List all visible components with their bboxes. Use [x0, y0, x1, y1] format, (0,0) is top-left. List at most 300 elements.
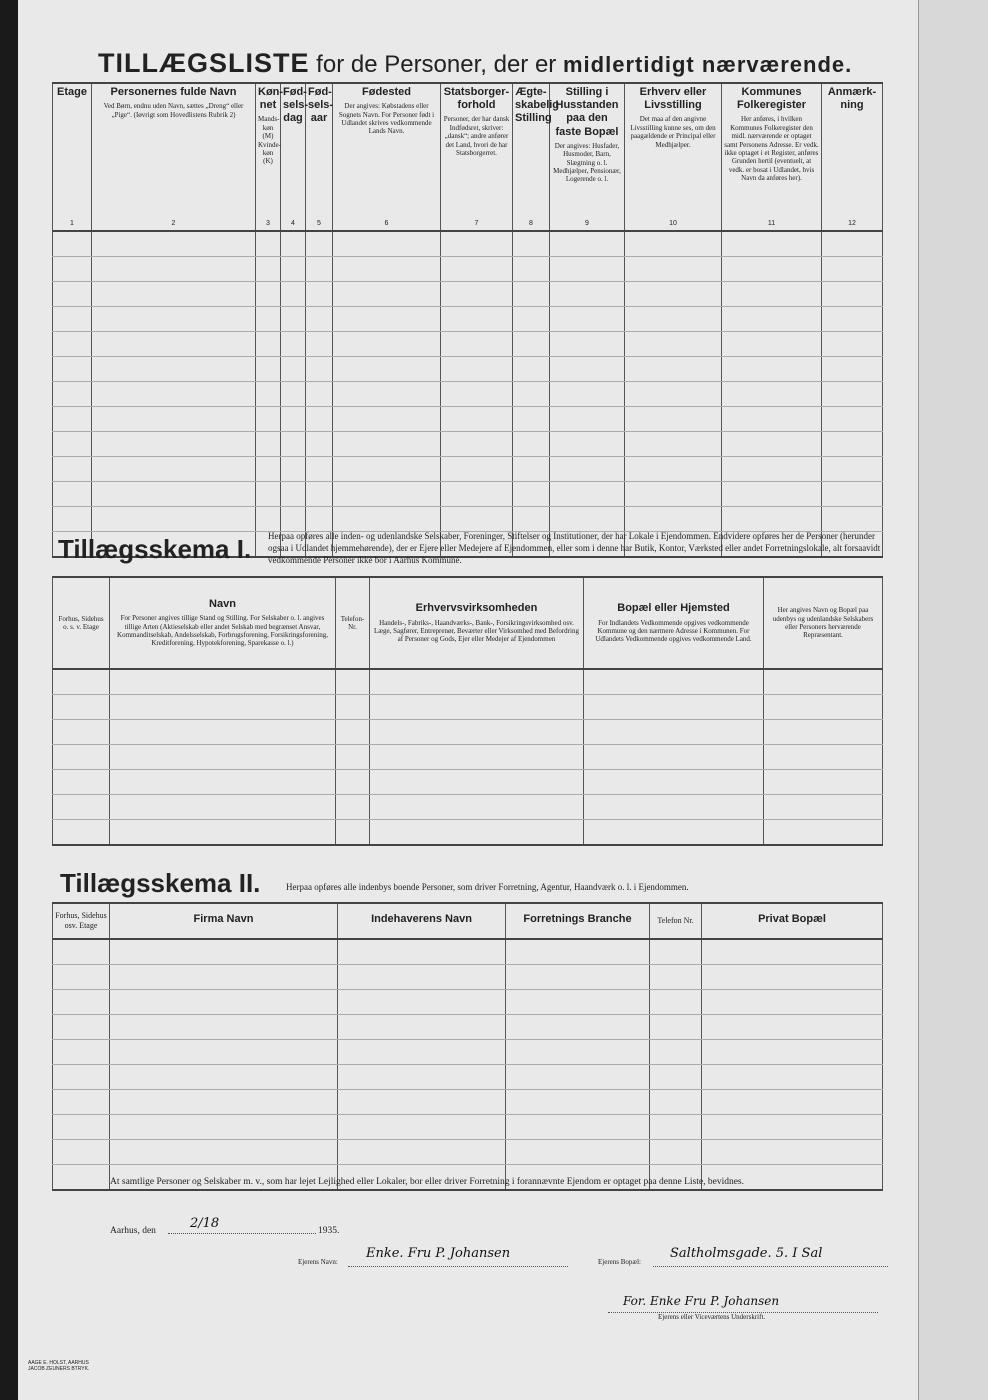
date-line — [168, 1232, 316, 1234]
empty-cell — [281, 457, 306, 482]
skema1-col-header — [53, 577, 110, 669]
empty-cell — [281, 307, 306, 332]
table-row — [53, 795, 883, 820]
empty-cell — [441, 407, 513, 432]
table-row — [53, 939, 883, 965]
main-table-header — [53, 83, 883, 231]
table-row — [53, 770, 883, 795]
table-row — [53, 507, 883, 532]
empty-cell — [441, 332, 513, 357]
empty-cell — [53, 282, 92, 307]
empty-cell — [764, 695, 883, 720]
empty-cell — [441, 482, 513, 507]
skema1-header — [53, 577, 883, 669]
empty-cell — [650, 1115, 702, 1140]
empty-cell — [53, 507, 92, 532]
empty-cell — [53, 965, 110, 990]
table-row — [53, 1040, 883, 1065]
empty-cell — [281, 357, 306, 382]
empty-cell — [110, 1015, 338, 1040]
table-row — [53, 407, 883, 432]
empty-cell — [550, 457, 625, 482]
table-row — [53, 990, 883, 1015]
empty-cell — [370, 720, 584, 745]
empty-cell — [256, 282, 281, 307]
empty-cell — [256, 307, 281, 332]
column-instructions: Personer, der har dansk Indfødsret, skriver: „dansk“; andre anfører det Land, hvori de har Statsborgerret. — [443, 115, 510, 157]
column-heading: Forretnings Branche — [523, 912, 632, 925]
empty-cell — [550, 307, 625, 332]
empty-cell — [306, 332, 333, 357]
empty-cell — [92, 457, 256, 482]
empty-cell — [92, 482, 256, 507]
empty-cell — [822, 357, 883, 382]
empty-cell — [53, 307, 92, 332]
empty-cell — [625, 407, 722, 432]
empty-cell — [338, 1115, 506, 1140]
empty-cell — [513, 257, 550, 282]
empty-cell — [256, 432, 281, 457]
empty-cell — [702, 965, 883, 990]
column-heading: Erhverv eller Livsstilling — [639, 86, 707, 112]
empty-cell — [92, 432, 256, 457]
empty-cell — [306, 357, 333, 382]
adjacent-page-edge — [918, 0, 988, 1400]
column-number: 11 — [767, 219, 776, 227]
empty-cell — [333, 257, 441, 282]
empty-cell — [256, 357, 281, 382]
empty-cell — [333, 357, 441, 382]
empty-cell — [336, 695, 370, 720]
table-row — [53, 820, 883, 846]
empty-cell — [336, 720, 370, 745]
column-heading: Fødested — [362, 86, 411, 98]
empty-cell — [625, 307, 722, 332]
empty-cell — [441, 307, 513, 332]
column-heading: Telefon Nr. — [657, 916, 694, 926]
main-table — [52, 82, 883, 558]
table-row — [53, 745, 883, 770]
empty-cell — [333, 457, 441, 482]
empty-cell — [110, 939, 338, 965]
empty-cell — [281, 482, 306, 507]
column-heading: Ægteskabelig Stilling — [515, 86, 560, 125]
empty-cell — [584, 770, 764, 795]
column-instructions: Her angives Navn og Bopæl paa udenbys og udenlandske Selskabers eller Personers herværende Repræsentant. — [772, 606, 874, 640]
empty-cell — [550, 407, 625, 432]
empty-cell — [513, 307, 550, 332]
table-row — [53, 282, 883, 307]
empty-cell — [53, 432, 92, 457]
empty-cell — [550, 282, 625, 307]
empty-cell — [53, 745, 110, 770]
table-row — [53, 357, 883, 382]
empty-cell — [584, 745, 764, 770]
empty-cell — [513, 457, 550, 482]
empty-cell — [702, 1065, 883, 1090]
empty-cell — [256, 457, 281, 482]
empty-cell — [625, 282, 722, 307]
empty-cell — [306, 432, 333, 457]
empty-cell — [53, 357, 92, 382]
empty-cell — [338, 965, 506, 990]
column-heading: Etage — [57, 86, 87, 98]
empty-cell — [256, 482, 281, 507]
empty-cell — [441, 382, 513, 407]
table-row — [53, 1140, 883, 1165]
empty-cell — [338, 1090, 506, 1115]
empty-cell — [506, 1065, 650, 1090]
empty-cell — [370, 795, 584, 820]
column-heading: Stilling i Husstanden paa den faste Bopæl — [555, 86, 619, 138]
empty-cell — [513, 231, 550, 257]
empty-cell — [513, 507, 550, 532]
main-col-header — [53, 83, 92, 231]
empty-cell — [53, 695, 110, 720]
column-heading: Erhvervsvirksomheden — [415, 602, 538, 615]
empty-cell — [764, 795, 883, 820]
skema2-table — [52, 902, 883, 1191]
empty-cell — [822, 457, 883, 482]
empty-cell — [336, 770, 370, 795]
empty-cell — [338, 1065, 506, 1090]
column-heading: Forhus, Sidehus osv. Etage — [55, 911, 107, 930]
empty-cell — [650, 939, 702, 965]
column-number: 3 — [266, 219, 270, 227]
skema1-col-header — [764, 577, 883, 669]
empty-cell — [110, 990, 338, 1015]
table-row — [53, 965, 883, 990]
skema1-intro: Herpaa opføres alle inden- og udenlandske Selskaber, Foreninger, Stiftelser og Institutioner, der har Lokale i Ejendommen. Endvidere opføres her de Personer (herunder ogsaa i Udlandet hjemmehørende), der er Ejere eller Medejere af Ejendommen, eller som i denne har Butik, Kontor, Værksted eller andet Forretningslokale, alt forsaavidt vedkommende Personer ikke bor i Aarhus Kommune. — [268, 531, 881, 566]
empty-cell — [550, 482, 625, 507]
empty-cell — [506, 1115, 650, 1140]
table-row — [53, 1065, 883, 1090]
empty-cell — [53, 382, 92, 407]
column-instructions: For Indlandets Vedkommende opgives vedkommende Kommune og den nærmere Adresse i Kommunen. For Udlandets Vedkommende opgives vedkommende Land. — [595, 618, 752, 644]
owner-address-label: Ejerens Bopæl: — [598, 1258, 641, 1266]
main-col-header — [822, 83, 883, 231]
empty-cell — [550, 257, 625, 282]
empty-cell — [702, 990, 883, 1015]
empty-cell — [584, 720, 764, 745]
main-col-header — [92, 83, 256, 231]
owner-address-line — [653, 1265, 888, 1267]
table-row — [53, 332, 883, 357]
empty-cell — [306, 257, 333, 282]
empty-cell — [53, 1115, 110, 1140]
empty-cell — [336, 820, 370, 846]
empty-cell — [53, 257, 92, 282]
empty-cell — [333, 407, 441, 432]
empty-cell — [441, 257, 513, 282]
empty-cell — [53, 770, 110, 795]
empty-cell — [722, 357, 822, 382]
empty-cell — [764, 745, 883, 770]
empty-cell — [650, 1015, 702, 1040]
empty-cell — [764, 669, 883, 695]
empty-cell — [110, 770, 336, 795]
empty-cell — [702, 1015, 883, 1040]
empty-cell — [92, 382, 256, 407]
empty-cell — [92, 357, 256, 382]
column-number: 2 — [171, 219, 176, 227]
empty-cell — [625, 332, 722, 357]
empty-cell — [584, 820, 764, 846]
empty-cell — [722, 407, 822, 432]
skema1-title: Tillægsskema I. — [58, 534, 252, 564]
empty-cell — [92, 282, 256, 307]
column-number: 6 — [384, 219, 389, 227]
empty-cell — [722, 432, 822, 457]
skema2-header — [53, 903, 883, 939]
skema2-col-header — [650, 903, 702, 939]
table-row — [53, 482, 883, 507]
table-row — [53, 1115, 883, 1140]
empty-cell — [822, 282, 883, 307]
empty-cell — [338, 1015, 506, 1040]
empty-cell — [53, 457, 92, 482]
empty-cell — [370, 770, 584, 795]
table-row — [53, 669, 883, 695]
signature-handwritten: For. Enke Fru P. Johansen — [623, 1294, 780, 1308]
empty-cell — [822, 382, 883, 407]
title-bold: TILLÆGSLISTE — [98, 48, 310, 78]
empty-cell — [650, 1090, 702, 1115]
empty-cell — [92, 332, 256, 357]
owner-name-line — [348, 1265, 568, 1267]
empty-cell — [702, 1090, 883, 1115]
empty-cell — [722, 507, 822, 532]
empty-cell — [722, 332, 822, 357]
empty-cell — [53, 1165, 110, 1191]
column-heading: Bopæl eller Hjemsted — [617, 602, 730, 615]
empty-cell — [110, 720, 336, 745]
empty-cell — [625, 507, 722, 532]
empty-cell — [281, 257, 306, 282]
empty-cell — [306, 307, 333, 332]
empty-cell — [110, 1065, 338, 1090]
column-instructions: Handels-, Fabriks-, Haandværks-, Bank-, Forsikringsvirksomhed osv. Læge, Sagfører, Entreprenør, Beværter eller Virksomhed med Befordring af Personer og Gods, Ejer eller Medejer af Ejendommen — [374, 618, 579, 644]
empty-cell — [764, 820, 883, 846]
skema1-col-header — [336, 577, 370, 669]
main-col-header — [625, 83, 722, 231]
empty-cell — [110, 1040, 338, 1065]
empty-cell — [370, 745, 584, 770]
empty-cell — [281, 382, 306, 407]
empty-cell — [650, 1065, 702, 1090]
empty-cell — [110, 1090, 338, 1115]
empty-cell — [550, 357, 625, 382]
column-heading: Anmærkning — [827, 86, 877, 112]
empty-cell — [513, 332, 550, 357]
column-instructions: Ved Børn, endnu uden Navn, sættes „Dreng“ eller „Pige“. (Iøvrigt som Hovedlistens Rubrik 2) — [103, 102, 244, 119]
empty-cell — [306, 282, 333, 307]
skema1-col-header — [370, 577, 584, 669]
empty-cell — [822, 507, 883, 532]
empty-cell — [338, 1140, 506, 1165]
table-row — [53, 457, 883, 482]
column-instructions: Mandskøn (M) Kvindekøn (K) — [258, 115, 281, 166]
empty-cell — [53, 482, 92, 507]
empty-cell — [256, 231, 281, 257]
empty-cell — [550, 507, 625, 532]
empty-cell — [110, 669, 336, 695]
skema1-col-header — [110, 577, 336, 669]
form-page — [18, 0, 918, 1400]
empty-cell — [702, 1140, 883, 1165]
empty-cell — [650, 990, 702, 1015]
empty-cell — [584, 695, 764, 720]
empty-cell — [306, 382, 333, 407]
empty-cell — [53, 939, 110, 965]
empty-cell — [53, 1040, 110, 1065]
empty-cell — [441, 432, 513, 457]
empty-cell — [550, 432, 625, 457]
table-row — [53, 720, 883, 745]
skema1-col-header — [584, 577, 764, 669]
empty-cell — [281, 332, 306, 357]
empty-cell — [306, 507, 333, 532]
skema2-col-header — [506, 903, 650, 939]
empty-cell — [92, 257, 256, 282]
empty-cell — [53, 1015, 110, 1040]
signature-label: Ejerens eller Viceværtens Underskrift. — [658, 1313, 766, 1321]
empty-cell — [370, 820, 584, 846]
table-row — [53, 307, 883, 332]
skema2-col-header — [53, 903, 110, 939]
title-mid: for de Personer, der er — [316, 51, 557, 78]
skema2-col-header — [338, 903, 506, 939]
empty-cell — [822, 307, 883, 332]
main-col-header — [306, 83, 333, 231]
empty-cell — [281, 407, 306, 432]
empty-cell — [92, 407, 256, 432]
empty-cell — [336, 745, 370, 770]
empty-cell — [92, 507, 256, 532]
column-heading: Navn — [209, 598, 236, 611]
column-heading: Firma Navn — [193, 912, 254, 925]
empty-cell — [338, 939, 506, 965]
empty-cell — [650, 1040, 702, 1065]
empty-cell — [441, 507, 513, 532]
owner-address-handwritten: Saltholmsgade. 5. I Sal — [670, 1246, 823, 1261]
empty-cell — [256, 382, 281, 407]
table-row — [53, 257, 883, 282]
table-row — [53, 1090, 883, 1115]
main-col-header — [513, 83, 560, 231]
title-end: midlertidigt nærværende. — [562, 52, 853, 77]
empty-cell — [722, 307, 822, 332]
column-instructions: Det maa af den angivne Livsstilling kunne ses, om den paagældende er Principal eller Medhjælper. — [630, 115, 716, 149]
empty-cell — [625, 482, 722, 507]
empty-cell — [110, 745, 336, 770]
empty-cell — [625, 457, 722, 482]
empty-cell — [506, 939, 650, 965]
column-instructions: For Personer angives tillige Stand og Stilling. For Selskaber o. l. angives tillige Arten (Aktieselskab eller andet Selskab med begrænset Ansvar, Kommanditselskab, Andelsselskab, Forbrugsforening, Forsikringsforening, Kreditforening, Hypotekforening, Sparekasse o. l.) — [117, 614, 328, 648]
empty-cell — [333, 307, 441, 332]
date-handwritten: 2/18 — [190, 1216, 220, 1231]
empty-cell — [822, 482, 883, 507]
column-number: 4 — [291, 219, 295, 227]
main-col-header — [256, 83, 284, 231]
empty-cell — [53, 1140, 110, 1165]
column-number: 8 — [529, 219, 533, 227]
column-instructions: Der angives: Husfader, Husmoder, Barn, Slægtning o. l. Medhjælper, Pensionær, Logerende o. l. — [553, 141, 621, 184]
column-instructions: Der angives: Købstadens eller Sognets Navn. For Personer født i Udlandet skrives vedkommende Lands Navn. — [338, 102, 435, 136]
empty-cell — [53, 1090, 110, 1115]
empty-cell — [822, 407, 883, 432]
empty-cell — [513, 357, 550, 382]
empty-cell — [625, 231, 722, 257]
empty-cell — [702, 1040, 883, 1065]
empty-cell — [53, 332, 92, 357]
empty-cell — [110, 965, 338, 990]
column-instructions: Telefon-Nr. — [340, 614, 365, 631]
empty-cell — [441, 357, 513, 382]
empty-cell — [333, 382, 441, 407]
empty-cell — [110, 1115, 338, 1140]
place-label: Aarhus, den — [110, 1226, 156, 1236]
empty-cell — [722, 257, 822, 282]
empty-cell — [722, 482, 822, 507]
empty-cell — [333, 332, 441, 357]
empty-cell — [53, 669, 110, 695]
empty-cell — [281, 282, 306, 307]
empty-cell — [338, 990, 506, 1015]
column-heading: Kønnet — [258, 86, 284, 112]
main-col-header — [550, 83, 625, 231]
empty-cell — [702, 939, 883, 965]
empty-cell — [506, 1140, 650, 1165]
empty-cell — [110, 695, 336, 720]
empty-cell — [650, 1140, 702, 1165]
column-instructions: Her anføres, i hvilken Kommunes Folkeregister den midl. nærværende er optaget samt Personens Adresse. Er vedk. ikke optaget i et Register, anføres Grunden hertil (eventuelt, at vedk. er bosat i Udlandet, hvis Navn da anføres her). — [724, 115, 819, 183]
column-number: 5 — [317, 219, 321, 227]
empty-cell — [506, 1015, 650, 1040]
empty-cell — [92, 307, 256, 332]
skema2-col-header — [110, 903, 338, 939]
empty-cell — [722, 282, 822, 307]
empty-cell — [92, 231, 256, 257]
empty-cell — [53, 990, 110, 1015]
empty-cell — [764, 720, 883, 745]
empty-cell — [513, 432, 550, 457]
empty-cell — [256, 507, 281, 532]
column-heading: Statsborgerforhold — [443, 86, 510, 112]
empty-cell — [306, 482, 333, 507]
column-number: 1 — [70, 219, 74, 227]
column-heading: Fødselsaar — [308, 86, 334, 125]
empty-cell — [722, 231, 822, 257]
empty-cell — [281, 432, 306, 457]
empty-cell — [256, 332, 281, 357]
empty-cell — [702, 1115, 883, 1140]
empty-cell — [333, 507, 441, 532]
footer-statement: At samtlige Personer og Selskaber m. v., som har lejet Lejlighed eller Lokaler, bor eller driver Forretning i forannævnte Ejendom er optaget paa denne Liste, bevidnes. — [110, 1177, 744, 1187]
owner-name-label: Ejerens Navn: — [298, 1258, 338, 1266]
empty-cell — [333, 282, 441, 307]
table-row — [53, 231, 883, 257]
empty-cell — [110, 1140, 338, 1165]
table-row — [53, 1015, 883, 1040]
empty-cell — [625, 257, 722, 282]
empty-cell — [506, 1090, 650, 1115]
column-number: 7 — [474, 219, 479, 227]
column-number: 9 — [585, 219, 589, 227]
empty-cell — [336, 669, 370, 695]
column-heading: Kommunes Folkeregister — [736, 86, 807, 112]
empty-cell — [822, 231, 883, 257]
